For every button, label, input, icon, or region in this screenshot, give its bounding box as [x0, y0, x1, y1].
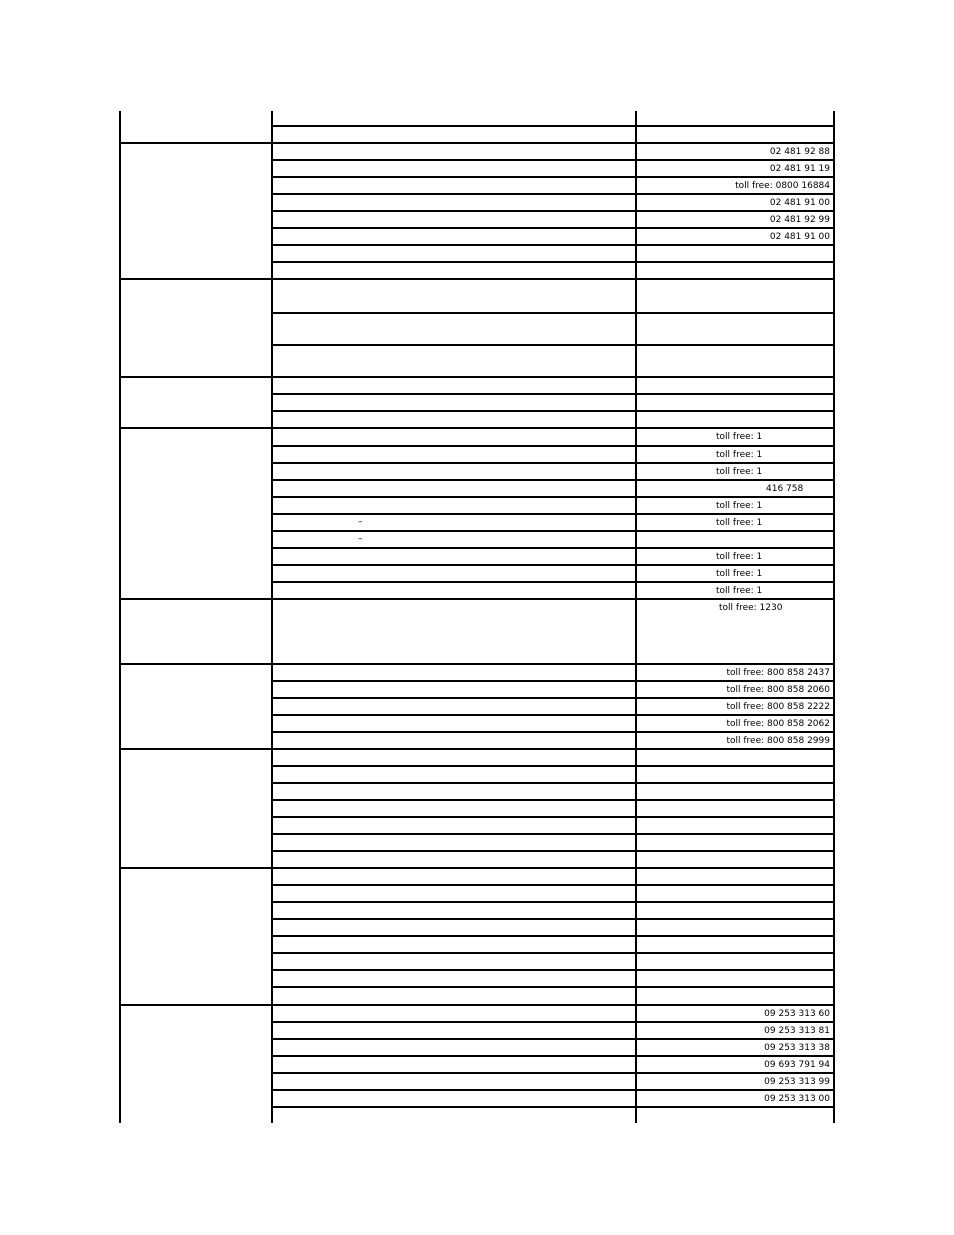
row-divider [271, 782, 835, 784]
row-divider [271, 884, 835, 886]
row-divider [271, 312, 835, 314]
row-divider [271, 969, 835, 971]
row-divider [271, 159, 835, 161]
group-divider [119, 427, 835, 429]
row-divider [271, 210, 835, 212]
phone-number: toll free: 800 858 2060 [726, 685, 830, 695]
row-divider [271, 697, 835, 699]
group-divider [119, 278, 835, 280]
row-divider [271, 564, 835, 566]
phone-number: 02 481 91 00 [769, 198, 830, 208]
row-divider [271, 833, 835, 835]
phone-number: 09 253 313 38 [764, 1043, 830, 1053]
phone-number: toll free: 1 [716, 586, 763, 596]
row-divider [271, 496, 835, 498]
row-divider [271, 261, 835, 263]
row-divider [271, 952, 835, 954]
group-divider [119, 142, 835, 144]
phone-number: toll free: 800 858 2222 [726, 702, 830, 712]
phone-number: 09 693 791 94 [764, 1060, 830, 1070]
row-divider [271, 227, 835, 229]
row-divider [271, 462, 835, 464]
group-divider [119, 748, 835, 750]
phone-number: 02 481 92 99 [769, 215, 830, 225]
row-divider [271, 581, 835, 583]
row-divider [271, 714, 835, 716]
phone-number: toll free: 1230 [719, 603, 783, 613]
group-divider [119, 598, 835, 600]
row-divider [271, 1038, 835, 1040]
row-divider [271, 547, 835, 549]
phone-number: toll free: 1 [716, 432, 763, 442]
row-divider [271, 1021, 835, 1023]
row-divider [271, 680, 835, 682]
phone-number: 09 253 313 60 [764, 1009, 830, 1019]
table-border-left [119, 111, 121, 1123]
phone-number: 09 253 313 00 [764, 1094, 830, 1104]
row-divider [271, 1106, 835, 1108]
phone-number: 02 481 91 19 [769, 164, 830, 174]
phone-number: toll free: 800 858 2999 [726, 736, 830, 746]
phone-number: toll free: 1 [716, 501, 763, 511]
row-divider [271, 344, 835, 346]
group-divider [119, 867, 835, 869]
phone-number: 416 758 [766, 484, 804, 494]
group-divider [119, 1004, 835, 1006]
row-divider [271, 530, 835, 532]
group-divider [119, 376, 835, 378]
dash-mark: – [358, 517, 363, 527]
row-divider [271, 176, 835, 178]
row-divider [271, 918, 835, 920]
row-divider [271, 799, 835, 801]
row-divider [271, 445, 835, 447]
row-divider [271, 1089, 835, 1091]
dash-mark: – [358, 534, 363, 544]
phone-number: toll free: 1 [716, 569, 763, 579]
row-divider [271, 731, 835, 733]
row-divider [271, 935, 835, 937]
row-divider [271, 850, 835, 852]
row-divider [271, 244, 835, 246]
row-divider [271, 193, 835, 195]
phone-number: 09 253 313 81 [764, 1026, 830, 1036]
phone-number: toll free: 1 [716, 552, 763, 562]
row-divider [271, 410, 835, 412]
phone-number: toll free: 1 [716, 467, 763, 477]
phone-number: toll free: 1 [716, 450, 763, 460]
row-divider [271, 816, 835, 818]
row-divider [271, 901, 835, 903]
row-divider [271, 393, 835, 395]
phone-number: toll free: 800 858 2062 [726, 719, 830, 729]
row-divider [271, 513, 835, 515]
phone-number: toll free: 0800 16884 [735, 181, 830, 191]
row-divider [271, 1055, 835, 1057]
row-divider [271, 765, 835, 767]
row-divider [271, 1072, 835, 1074]
group-divider [119, 663, 835, 665]
row-divider [271, 125, 835, 127]
row-divider [271, 986, 835, 988]
phone-number: 02 481 92 88 [769, 147, 830, 157]
phone-number: toll free: 1 [716, 518, 763, 528]
phone-number: 09 253 313 99 [764, 1077, 830, 1087]
phone-number: toll free: 800 858 2437 [726, 668, 830, 678]
phone-number: 02 481 91 00 [769, 232, 830, 242]
row-divider [271, 479, 835, 481]
